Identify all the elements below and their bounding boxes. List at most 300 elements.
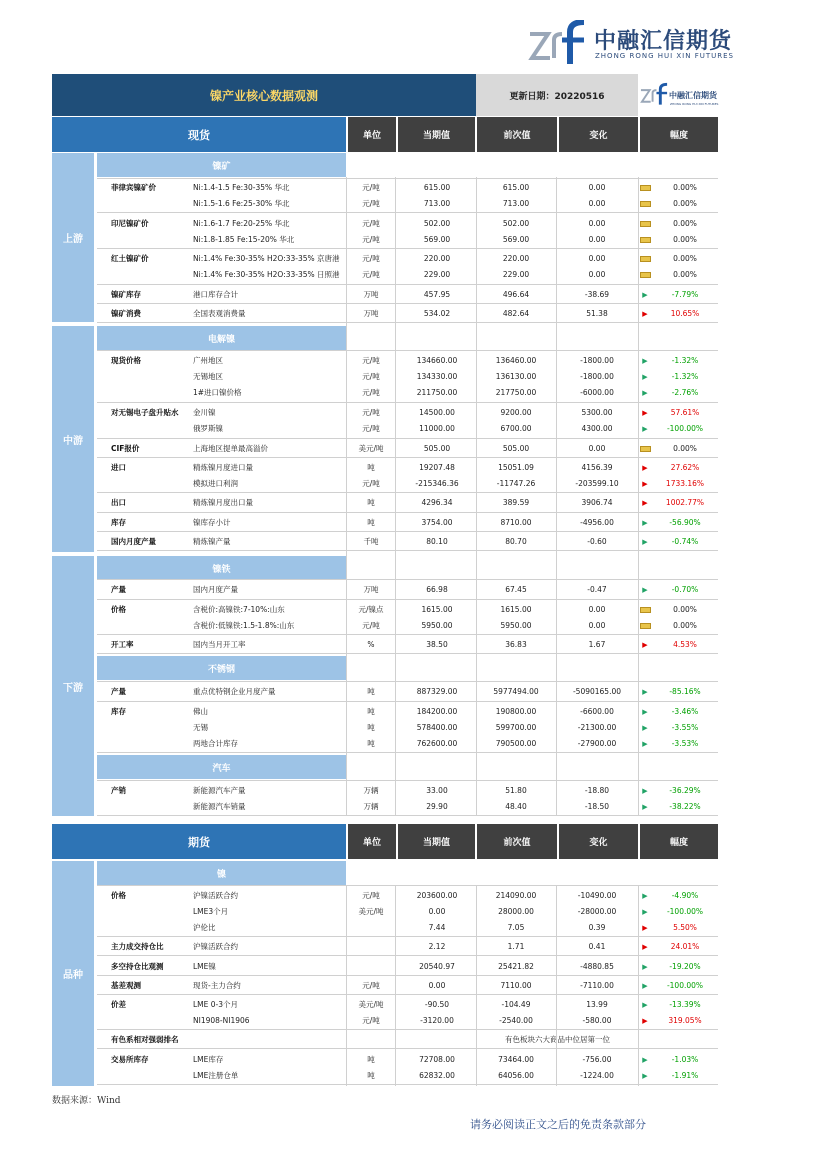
row-divider [97, 885, 718, 886]
row-unit: 元/吨 [362, 479, 380, 488]
row-current-value: 211750.00 [416, 388, 458, 397]
row-unit: 千吨 [363, 537, 379, 546]
column-divider [638, 177, 639, 816]
column-divider [556, 177, 557, 816]
row-item: 两地合计库存 [193, 739, 238, 748]
row-item: 港口库存合计 [193, 290, 238, 299]
row-unit: 元/吨 [362, 891, 380, 900]
row-current-value: 72708.00 [419, 1055, 455, 1064]
table-row [97, 534, 718, 550]
row-category: 产量 [111, 585, 126, 594]
row-unit: 元/吨 [362, 219, 380, 228]
column-pct: 幅度 [640, 117, 718, 152]
row-item: NI1908-NI1906 [193, 1016, 250, 1025]
flat-indicator-icon [638, 216, 652, 232]
row-previous-value: 615.00 [502, 183, 530, 192]
row-divider [97, 1084, 718, 1085]
table-row [97, 460, 718, 476]
logo-name-cn: 中融汇信期货 [594, 29, 733, 54]
row-unit: 万吨 [363, 585, 379, 594]
table-row [97, 888, 718, 904]
table-row [97, 939, 718, 955]
row-item: 含税价:高镍铁:7-10%:山东 [193, 605, 285, 614]
down-flag-icon [638, 515, 652, 531]
row-change-value: 0.00 [588, 605, 606, 614]
row-category: 产量 [111, 687, 126, 696]
row-item: 精炼镍月度进口量 [193, 463, 253, 472]
table-row [97, 684, 718, 700]
column-unit-futures: 单位 [348, 824, 396, 859]
table-row [97, 251, 718, 267]
stage-downstream: 下游 [52, 556, 94, 816]
up-flag-icon [638, 939, 652, 955]
flat-indicator-icon [638, 251, 652, 267]
row-item: 1#进口镍价格 [193, 388, 242, 397]
row-category: 进口 [111, 463, 126, 472]
row-item: 含税价:低镍铁:1.5-1.8%:山东 [193, 621, 295, 630]
row-previous-value: 36.83 [505, 640, 527, 649]
up-flag-icon [638, 920, 652, 936]
up-flag-icon [638, 1013, 652, 1029]
row-change-value: -5090165.00 [572, 687, 622, 696]
row-change-value: -10490.00 [577, 891, 617, 900]
row-pct-change: -0.74% [671, 537, 699, 546]
row-change-value: -0.47 [587, 585, 607, 594]
row-pct-change: 10.65% [670, 309, 700, 318]
row-item: Ni:1.6-1.7 Fe:20-25% 华北 [193, 219, 290, 228]
row-current-value: 505.00 [423, 444, 451, 453]
row-pct-change: 0.00% [673, 444, 697, 453]
row-previous-value: 599700.00 [495, 723, 537, 732]
down-flag-icon [638, 736, 652, 752]
row-current-value: 502.00 [423, 219, 451, 228]
row-category: 价差 [111, 1000, 126, 1009]
row-previous-value: 220.00 [502, 254, 530, 263]
down-flag-icon [638, 959, 652, 975]
down-flag-icon [638, 783, 652, 799]
row-unit: 万辆 [363, 786, 379, 795]
row-divider [97, 681, 718, 682]
row-current-value: 615.00 [423, 183, 451, 192]
row-divider [97, 248, 718, 249]
row-item: 俄罗斯镍 [193, 424, 223, 433]
table-row [97, 799, 718, 815]
stage-upstream: 上游 [52, 153, 94, 322]
row-item: 佛山 [193, 707, 208, 716]
row-pct-change: 0.00% [673, 235, 697, 244]
row-item: 沪镍活跃合约 [193, 942, 238, 951]
row-change-value: 51.38 [586, 309, 608, 318]
row-current-value: 14500.00 [419, 408, 455, 417]
row-unit: 美元/吨 [358, 1000, 384, 1009]
table-row [97, 216, 718, 232]
row-divider [97, 653, 718, 654]
disclaimer-link[interactable]: 请务必阅读正文之后的免责条款部分 [470, 1118, 646, 1131]
down-flag-icon [638, 997, 652, 1013]
row-current-value: 20540.97 [419, 962, 455, 971]
data-source: 数据来源：Wind [52, 1096, 121, 1106]
table-row [97, 736, 718, 752]
row-item: 新能源汽车产量 [193, 786, 246, 795]
table-row [97, 920, 718, 936]
company-logo [528, 20, 734, 64]
row-change-value: 0.39 [588, 923, 606, 932]
row-divider [97, 634, 718, 635]
stage-variety: 品种 [52, 861, 94, 1086]
row-unit: 元/吨 [362, 408, 380, 417]
row-current-value: 713.00 [423, 199, 451, 208]
row-current-value: 762600.00 [416, 739, 458, 748]
row-pct-change: -2.76% [671, 388, 699, 397]
small-logo-name-cn: 中融汇信期货 [669, 91, 717, 100]
row-category: 价格 [111, 891, 126, 900]
up-flag-icon [638, 495, 652, 511]
row-unit: 吨 [367, 518, 375, 527]
row-previous-value: 15051.09 [498, 463, 534, 472]
row-pct-change: 57.61% [670, 408, 700, 417]
sub-header-nife: 镍铁 [97, 556, 346, 580]
table-row [97, 602, 718, 618]
row-change-value: -1800.00 [580, 356, 614, 365]
sub-header-electrolytic: 电解镍 [97, 326, 346, 350]
row-unit: 万吨 [363, 309, 379, 318]
small-logo-name-en: ZHONG RONG HUI XIN FUTURES [670, 102, 719, 106]
row-divider [97, 402, 718, 403]
row-divider [97, 1029, 718, 1030]
row-previous-value: 136460.00 [495, 356, 537, 365]
row-pct-change: -0.70% [671, 585, 699, 594]
row-unit: 万辆 [363, 802, 379, 811]
row-change-value: -27900.00 [577, 739, 617, 748]
row-pct-change: -100.00% [666, 907, 704, 916]
row-item: 精炼镍产量 [193, 537, 231, 546]
row-divider [97, 550, 718, 551]
row-item: LME库存 [193, 1055, 224, 1064]
row-category: 交易所库存 [111, 1055, 149, 1064]
row-category: 产销 [111, 786, 126, 795]
down-flag-icon [638, 904, 652, 920]
row-pct-change: 27.62% [670, 463, 700, 472]
sub-header-stainless: 不锈钢 [97, 656, 346, 680]
row-previous-value: -104.49 [501, 1000, 531, 1009]
row-divider [97, 531, 718, 532]
row-category: 开工率 [111, 640, 134, 649]
row-change-value: 0.00 [588, 621, 606, 630]
row-pct-change: 1733.16% [665, 479, 705, 488]
row-category: 出口 [111, 498, 126, 507]
column-change: 变化 [559, 117, 638, 152]
row-previous-value: 1.71 [507, 942, 525, 951]
row-unit: 元/吨 [362, 372, 380, 381]
row-item: 全国表观消费量 [193, 309, 246, 318]
row-divider [97, 303, 718, 304]
row-divider [97, 457, 718, 458]
down-flag-icon [638, 534, 652, 550]
table-row [97, 405, 718, 421]
down-flag-icon [638, 720, 652, 736]
row-pct-change: 4.53% [673, 640, 697, 649]
row-item: 无锡地区 [193, 372, 223, 381]
row-pct-change: 0.00% [673, 199, 697, 208]
row-current-value: -3120.00 [420, 1016, 454, 1025]
down-flag-icon [638, 799, 652, 815]
table-row [97, 353, 718, 369]
row-previous-value: 569.00 [502, 235, 530, 244]
row-unit: 吨 [367, 687, 375, 696]
row-change-value: 4300.00 [581, 424, 613, 433]
row-current-value: 569.00 [423, 235, 451, 244]
down-flag-icon [638, 684, 652, 700]
row-current-value: 62832.00 [419, 1071, 455, 1080]
table-row [97, 287, 718, 303]
row-change-value: -6600.00 [580, 707, 614, 716]
row-item: Ni:1.8-1.85 Fe:15-20% 华北 [193, 235, 295, 244]
row-pct-change: -3.46% [671, 707, 699, 716]
up-flag-icon [638, 405, 652, 421]
table-row [97, 704, 718, 720]
row-category: 国内月度产量 [111, 537, 156, 546]
row-item: Ni:1.4% Fe:30-35% H2O:33-35% 京唐港 [193, 254, 340, 263]
row-current-value: 203600.00 [416, 891, 458, 900]
row-current-value: 0.00 [428, 981, 446, 990]
row-current-value: 11000.00 [419, 424, 455, 433]
table-row [97, 476, 718, 492]
row-unit: 元/吨 [362, 621, 380, 630]
row-item: 沪伦比 [193, 923, 216, 932]
row-item: LME 0-3个月 [193, 1000, 239, 1009]
row-current-value: 220.00 [423, 254, 451, 263]
table-row [97, 1052, 718, 1068]
row-unit: 元/吨 [362, 388, 380, 397]
row-category: CIF报价 [111, 444, 140, 453]
row-previous-value: 5950.00 [500, 621, 532, 630]
row-change-value: -21300.00 [577, 723, 617, 732]
row-category: 镍矿消费 [111, 309, 141, 318]
row-change-value: 0.00 [588, 183, 606, 192]
row-item: 镍库存小计 [193, 518, 231, 527]
row-item: Ni:1.4-1.5 Fe:30-35% 华北 [193, 183, 290, 192]
table-row [97, 1068, 718, 1084]
row-unit: 美元/吨 [358, 907, 384, 916]
row-category: 菲律宾镍矿价 [111, 183, 156, 192]
row-pct-change: -3.55% [671, 723, 699, 732]
row-pct-change: -1.03% [671, 1055, 699, 1064]
row-pct-change: 5.50% [673, 923, 697, 932]
row-previous-value: 48.40 [505, 802, 527, 811]
small-logo [638, 74, 718, 116]
column-divider [346, 885, 347, 1086]
row-pct-change: -4.90% [671, 891, 699, 900]
row-previous-value: 713.00 [502, 199, 530, 208]
row-item: 新能源汽车销量 [193, 802, 246, 811]
row-divider [97, 284, 718, 285]
row-change-value: 0.00 [588, 235, 606, 244]
row-previous-value: 64056.00 [498, 1071, 534, 1080]
row-category: 现货价格 [111, 356, 141, 365]
futures-section-title: 期货 [52, 824, 346, 859]
row-item: 现货-主力合约 [193, 981, 241, 990]
table-row [97, 1013, 718, 1029]
row-unit: 吨 [367, 739, 375, 748]
table-row [97, 369, 718, 385]
row-previous-value: 505.00 [502, 444, 530, 453]
down-flag-icon [638, 287, 652, 303]
row-change-value: 1.67 [588, 640, 606, 649]
row-unit: 吨 [367, 498, 375, 507]
down-flag-icon [638, 1052, 652, 1068]
table-row [97, 582, 718, 598]
table-row [97, 306, 718, 322]
row-item: 模拟进口利润 [193, 479, 238, 488]
row-previous-value: 496.64 [502, 290, 530, 299]
column-change-futures: 变化 [559, 824, 638, 859]
row-divider [97, 492, 718, 493]
row-previous-value: 502.00 [502, 219, 530, 228]
row-change-value: -7110.00 [580, 981, 614, 990]
row-item: LME注册仓单 [193, 1071, 239, 1080]
row-change-value: -756.00 [582, 1055, 612, 1064]
row-change-value: -38.69 [584, 290, 610, 299]
row-current-value: 578400.00 [416, 723, 458, 732]
row-item: Ni:1.5-1.6 Fe:25-30% 华北 [193, 199, 290, 208]
down-flag-icon [638, 582, 652, 598]
table-row [97, 421, 718, 437]
row-item: LME镍 [193, 962, 216, 971]
row-pct-change: -1.91% [671, 1071, 699, 1080]
row-pct-change: 0.00% [673, 270, 697, 279]
row-change-value: 3906.74 [581, 498, 613, 507]
logo-mark-icon [528, 20, 590, 64]
row-item: 上海地区提单最高溢价 [193, 444, 268, 453]
row-unit: 万吨 [363, 290, 379, 299]
up-flag-icon [638, 306, 652, 322]
row-previous-value: 1615.00 [500, 605, 532, 614]
row-divider [97, 780, 718, 781]
row-previous-value: 229.00 [502, 270, 530, 279]
table-row [97, 495, 718, 511]
row-pct-change: -7.79% [671, 290, 699, 299]
row-item: 金川镍 [193, 408, 216, 417]
row-previous-value: 8710.00 [500, 518, 532, 527]
row-category: 主力成交持仓比 [111, 942, 164, 951]
down-flag-icon [638, 978, 652, 994]
row-change-value: -18.80 [584, 786, 610, 795]
down-flag-icon [638, 704, 652, 720]
row-change-value: 4156.39 [581, 463, 613, 472]
flat-indicator-icon [638, 232, 652, 248]
row-current-value: 33.00 [426, 786, 448, 795]
row-unit: 元/吨 [362, 981, 380, 990]
table-row [97, 997, 718, 1013]
row-divider [97, 579, 718, 580]
row-change-value: -1800.00 [580, 372, 614, 381]
down-flag-icon [638, 1068, 652, 1084]
row-item: 广州地区 [193, 356, 223, 365]
flat-indicator-icon [638, 267, 652, 283]
row-unit: 元/吨 [362, 1016, 380, 1025]
row-change-value: 5300.00 [581, 408, 613, 417]
up-flag-icon [638, 460, 652, 476]
row-item: 国内月度产量 [193, 585, 238, 594]
table-row [97, 232, 718, 248]
column-unit: 单位 [348, 117, 396, 152]
row-pct-change: -100.00% [666, 981, 704, 990]
row-current-value: 534.02 [423, 309, 451, 318]
row-current-value: 457.95 [423, 290, 451, 299]
column-current-futures: 当期值 [398, 824, 475, 859]
futures-section-header [52, 824, 718, 859]
row-previous-value: 51.80 [505, 786, 527, 795]
row-pct-change: -19.20% [669, 962, 701, 971]
row-pct-change: -1.32% [671, 356, 699, 365]
row-current-value: 134660.00 [416, 356, 458, 365]
row-change-value: 0.00 [588, 199, 606, 208]
row-current-value: 887329.00 [416, 687, 458, 696]
row-pct-change: 24.01% [670, 942, 700, 951]
row-pct-change: 0.00% [673, 219, 697, 228]
sub-header-auto: 汽车 [97, 755, 346, 779]
row-current-value: 2.12 [428, 942, 446, 951]
row-current-value: -90.50 [424, 1000, 450, 1009]
row-change-value: 13.99 [586, 1000, 608, 1009]
table-row [97, 180, 718, 196]
row-change-value: 0.00 [588, 254, 606, 263]
row-divider [97, 322, 718, 323]
row-current-value: 229.00 [423, 270, 451, 279]
row-category: 基差观测 [111, 981, 141, 990]
column-divider [476, 885, 477, 1086]
row-unit: 元/吨 [362, 254, 380, 263]
row-previous-value: 73464.00 [498, 1055, 534, 1064]
row-previous-value: 790500.00 [495, 739, 537, 748]
row-divider [97, 599, 718, 600]
report-title: 镍产业核心数据观测 [52, 74, 476, 116]
row-current-value: 38.50 [426, 640, 448, 649]
row-change-value: 0.00 [588, 444, 606, 453]
table-row [97, 637, 718, 653]
row-change-value: -1224.00 [580, 1071, 614, 1080]
row-item: 重点优特钢企业月度产量 [193, 687, 276, 696]
row-note: 有色板块六大商品中位居第一位 [505, 1035, 610, 1044]
table-row [97, 267, 718, 283]
row-current-value: -215346.36 [415, 479, 459, 488]
row-category: 库存 [111, 707, 126, 716]
row-unit: 吨 [367, 1055, 375, 1064]
small-logo-mark-icon [640, 82, 670, 106]
row-divider [97, 994, 718, 995]
table-row [97, 515, 718, 531]
row-previous-value: 190800.00 [495, 707, 537, 716]
row-pct-change: 1002.77% [665, 498, 705, 507]
row-current-value: 134330.00 [416, 372, 458, 381]
row-pct-change: 0.00% [673, 254, 697, 263]
column-divider [638, 885, 639, 1086]
row-previous-value: 214090.00 [495, 891, 537, 900]
row-unit: 吨 [367, 723, 375, 732]
column-current: 当期值 [398, 117, 475, 152]
row-current-value: 5950.00 [421, 621, 453, 630]
up-flag-icon [638, 637, 652, 653]
table-row [97, 196, 718, 212]
row-item: 国内当月开工率 [193, 640, 246, 649]
row-pct-change: -56.90% [669, 518, 701, 527]
table-row [97, 783, 718, 799]
row-pct-change: -85.16% [669, 687, 701, 696]
down-flag-icon [638, 888, 652, 904]
stage-midstream: 中游 [52, 326, 94, 552]
table-row [97, 618, 718, 634]
spot-section-header [52, 117, 718, 152]
